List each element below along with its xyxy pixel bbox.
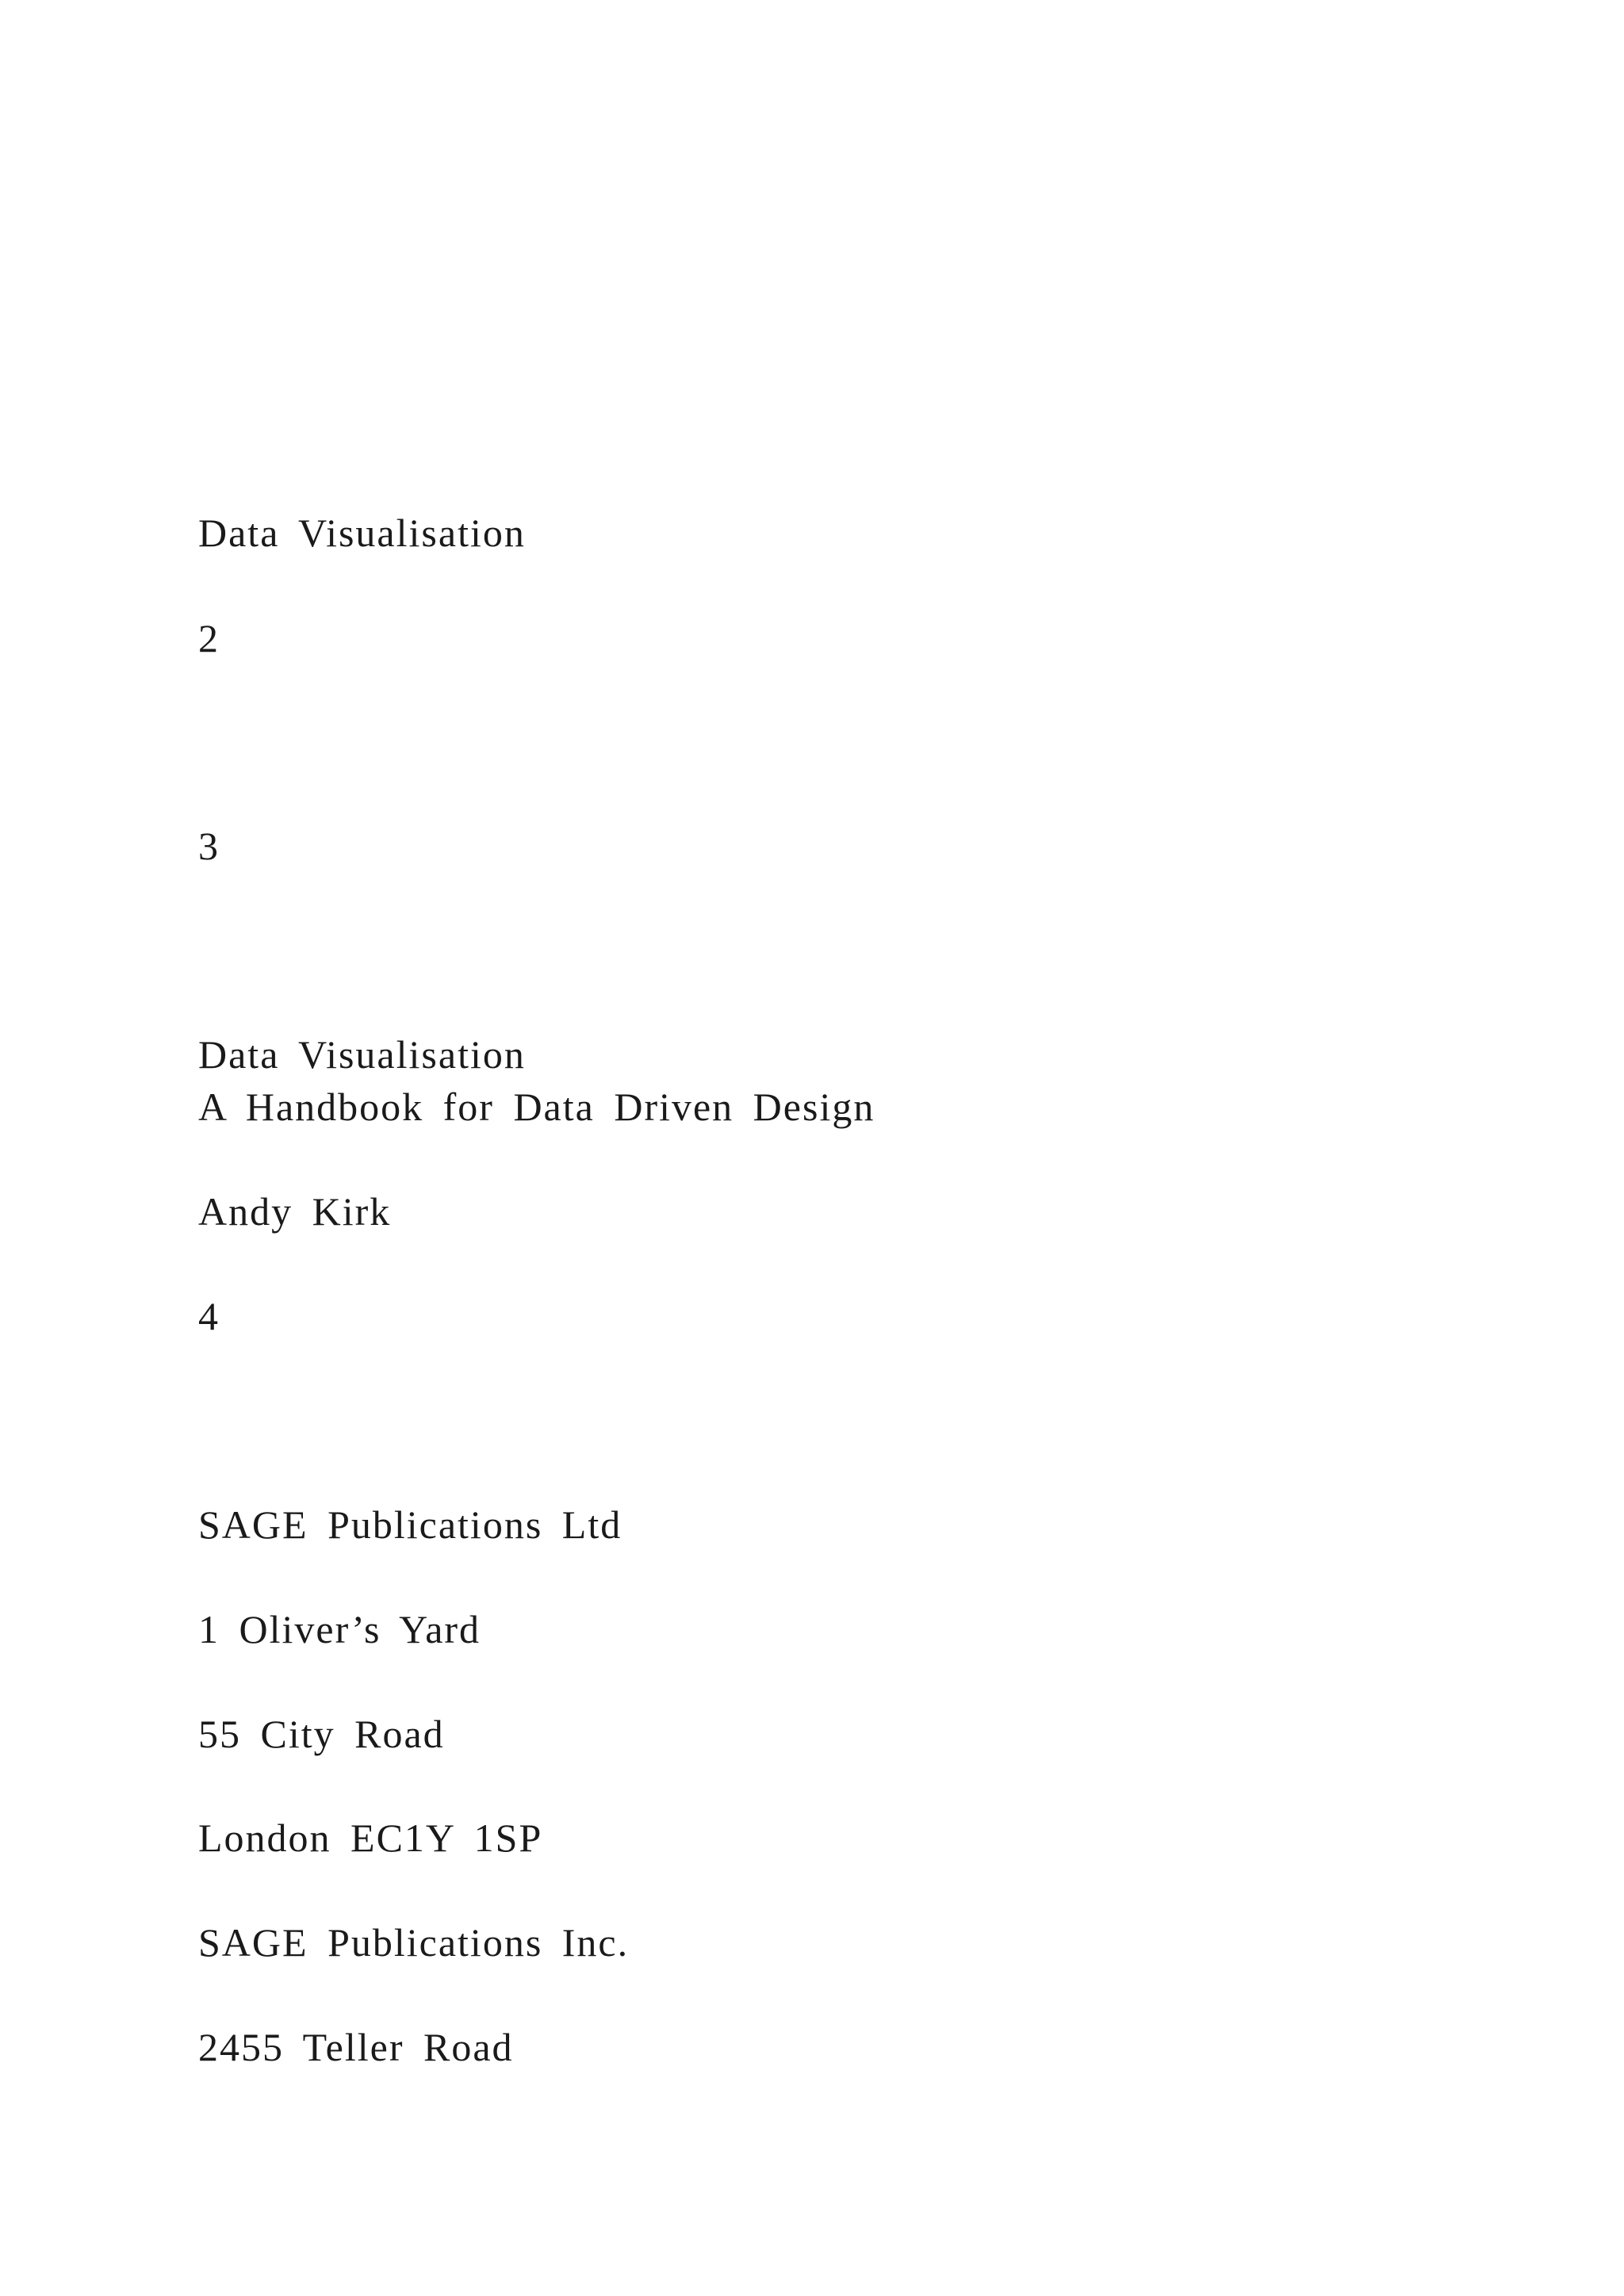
publisher-uk-address-line-3: London EC1Y 1SP: [198, 1816, 543, 1860]
page-number-2: 2: [198, 616, 220, 660]
publisher-us-name: SAGE Publications Inc.: [198, 1920, 630, 1965]
publisher-uk-address-line-1: 1 Oliver’s Yard: [198, 1607, 481, 1651]
page-number-3: 3: [198, 824, 220, 868]
page-number-4: 4: [198, 1294, 220, 1338]
book-subtitle: A Handbook for Data Driven Design: [198, 1085, 875, 1129]
half-title: Data Visualisation: [198, 511, 526, 555]
book-title: Data Visualisation: [198, 1032, 526, 1077]
publisher-us-address-line-1: 2455 Teller Road: [198, 2025, 514, 2069]
author-name: Andy Kirk: [198, 1189, 392, 1234]
publisher-uk-address-line-2: 55 City Road: [198, 1712, 445, 1756]
publisher-uk-name: SAGE Publications Ltd: [198, 1502, 622, 1547]
